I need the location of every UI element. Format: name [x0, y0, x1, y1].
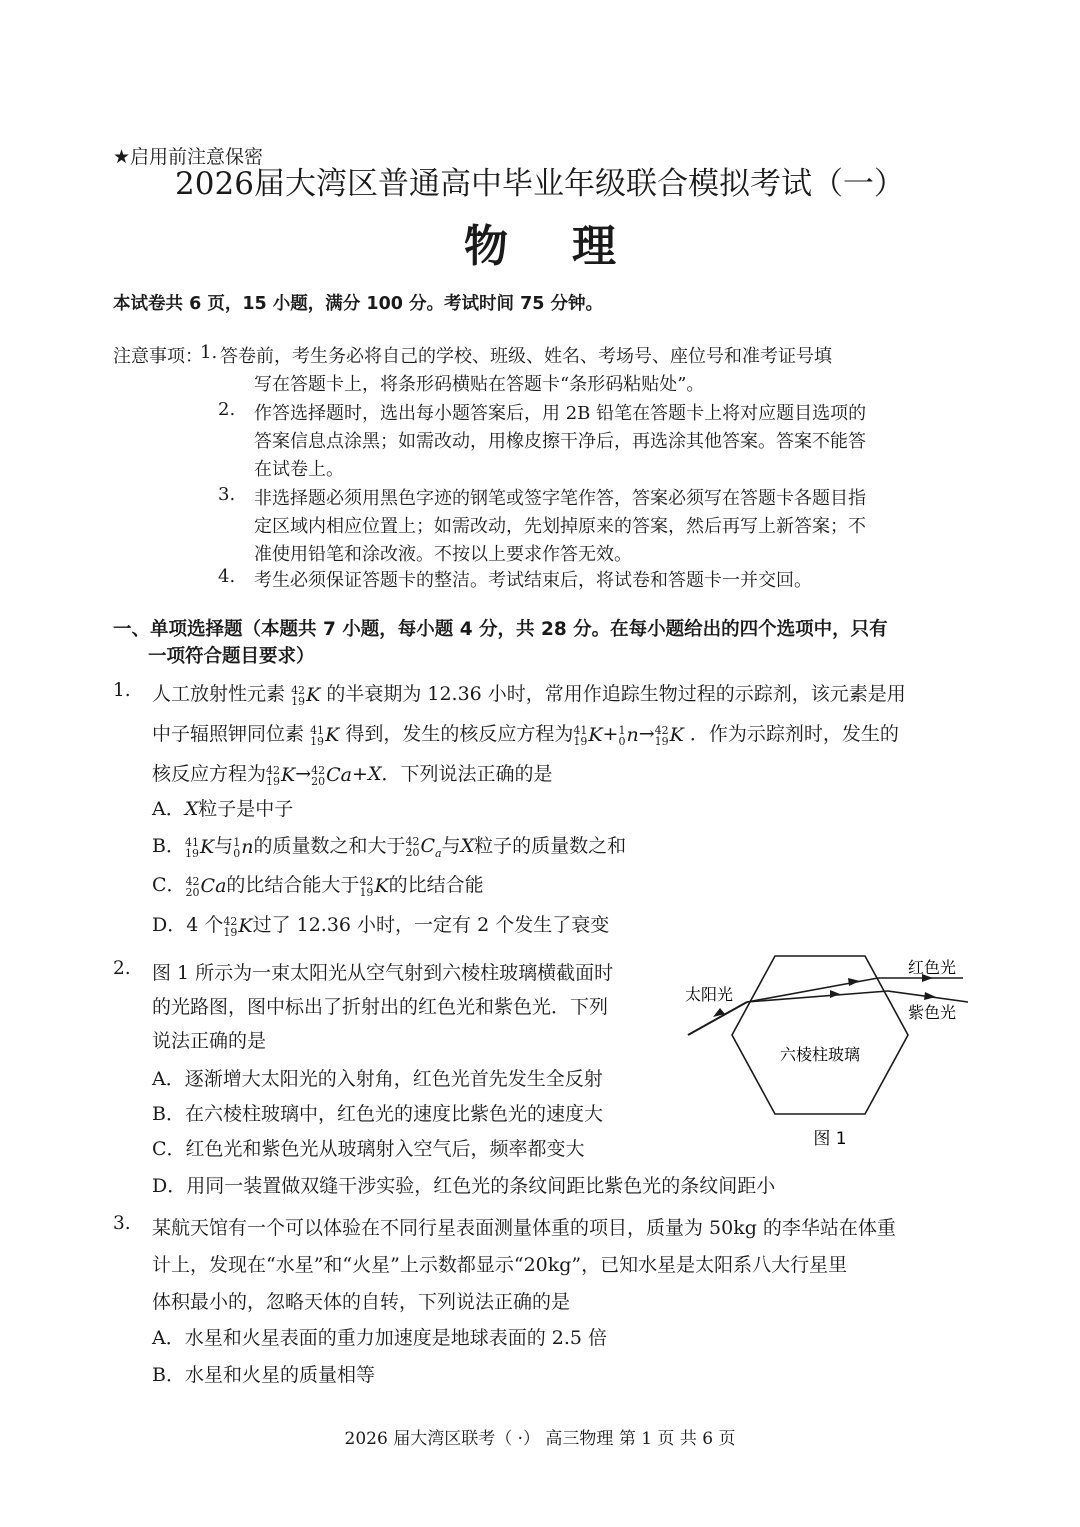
- section-1-heading-cont: 一项符合题目要求）: [148, 646, 315, 667]
- q3-line-3: 体积最小的，忽略天体的自转，下列说法正确的是: [152, 1291, 571, 1313]
- q3-line-1: 某航天馆有一个可以体验在不同行星表面测量体重的项目，质量为 50kg 的李华站在体重: [152, 1217, 896, 1239]
- note-3-line-1: 非选择题必须用黑色字迹的钢笔或签字笔作答，答案必须写在答题卡各题目指: [254, 488, 866, 509]
- q3-line-2: 计上，发现在“水星”和“火星”上示数都显示“20kg”，已知水星是太阳系八大行星里: [152, 1254, 848, 1276]
- exam-title: 2026届大湾区普通高中毕业年级联合模拟考试（一）: [175, 166, 905, 202]
- page-footer: 2026 届大湾区联考（ ·） 高三物理 第 1 页 共 6 页: [344, 1429, 736, 1449]
- q2-option-c: C．红色光和紫色光从玻璃射入空气后，频率都变大: [152, 1138, 585, 1160]
- section-1-heading: 一、单项选择题（本题共 7 小题，每小题 4 分，共 28 分。在每小题给出的四个选项中，只有: [113, 619, 888, 640]
- note-2-line-3: 在试卷上。: [254, 459, 344, 480]
- subject-title: [0, 210, 1080, 274]
- note-3-line-2: 定区域内相应位置上；如需改动，先划掉原来的答案，然后再写上新答案；不: [254, 516, 866, 537]
- q2-option-a: A．逐渐增大太阳光的入射角，红色光首先发生全反射: [152, 1068, 603, 1090]
- label-violet-light: 紫色光: [908, 1003, 957, 1022]
- nuclide-k42: 42 19 K: [291, 683, 321, 708]
- q1-option-b: B． 41 19 K与 1 0 n的质量数之和大于 42 20 $C_a$与X粒子的质量数之和: [152, 834, 627, 860]
- q1-line-3: 核反应方程为 42 19 K→ 42 20 Ca+X．下列说法正确的是: [152, 763, 553, 788]
- q2-option-d: D．用同一装置做双缝干涉实验，红色光的条纹间距比紫色光的条纹间距小: [152, 1175, 776, 1197]
- note-1-line-2: 写在答题卡上，将条形码横贴在答题卡“条形码粘贴处”。: [254, 374, 705, 395]
- confidential-mark: ★启用前注意保密: [113, 146, 264, 168]
- arrow-icon: [830, 990, 840, 998]
- q2-line-3: 说法正确的是: [152, 1030, 267, 1052]
- label-glass: 六棱柱玻璃: [779, 1045, 861, 1064]
- q1-number: 1.: [113, 680, 131, 701]
- q3-number: 3.: [113, 1213, 131, 1234]
- label-red-light: 红色光: [908, 958, 957, 977]
- note-2-line-1: 作答选择题时，选出每小题答案后，用 2B 铅笔在答题卡上将对应题目选项的: [254, 403, 867, 424]
- note-3-num: 3.: [218, 484, 236, 505]
- q2-option-b: B．在六棱柱玻璃中，红色光的速度比紫色光的速度大: [152, 1103, 603, 1125]
- arrow-icon: [924, 992, 936, 1000]
- q2-line-1: 图 1 所示为一束太阳光从空气射到六棱柱玻璃横截面时: [152, 962, 614, 984]
- note-4-num: 4.: [218, 566, 236, 587]
- note-3-line-3: 准使用铅笔和涂改液。不按以上要求作答无效。: [254, 544, 632, 565]
- q1-option-d: D．4 个 42 19 K过了 12.36 小时，一定有 2 个发生了衰变: [152, 914, 610, 939]
- figure-caption: 图 1: [813, 1129, 847, 1149]
- figure-1-hexagon-light-path: [680, 948, 980, 1158]
- q3-option-b: B．水星和火星的质量相等: [152, 1364, 375, 1386]
- note-4-line-1: 考生必须保证答题卡的整洁。考试结束后，将试卷和答题卡一并交回。: [254, 570, 812, 591]
- subject-char-1: 物: [464, 221, 508, 272]
- q1-line-2: 中子辐照钾同位素 41 19 K 得到，发生的核反应方程为 41 19 K+ 1 0 n→ 42 19 K ．作为示踪剂时，发生的: [152, 723, 899, 748]
- note-2-line-2: 答案信息点涂黑；如需改动，用橡皮擦干净后，再选涂其他答案。答案不能答: [254, 431, 866, 452]
- q2-line-2: 的光路图，图中标出了折射出的红色光和紫色光．下列: [152, 996, 609, 1018]
- nuclide-k41: 41 19 K: [310, 723, 340, 748]
- q1-option-a: A．X粒子是中子: [152, 798, 294, 820]
- subject-char-2: 理: [572, 221, 616, 272]
- note-1-line-1: 答卷前，考生务必将自己的学校、班级、姓名、考场号、座位号和准考证号填: [220, 346, 832, 367]
- note-2-num: 2.: [218, 399, 236, 420]
- q1-option-c: C． 42 20 Ca的比结合能大于 42 19 K的比结合能: [152, 874, 484, 899]
- note-1-num: 1.: [200, 342, 218, 363]
- exam-info: 本试卷共 6 页，15 小题，满分 100 分。考试时间 75 分钟。: [113, 294, 604, 314]
- q1-line-1: 人工放射性元素 42 19 K 的半衰期为 12.36 小时，常用作追踪生物过程的示踪剂，该元素是用: [152, 683, 906, 708]
- q2-number: 2.: [113, 958, 131, 979]
- notes-label: 注意事项：: [113, 346, 203, 367]
- label-sunlight: 太阳光: [685, 985, 734, 1004]
- hexagon-shape: [732, 956, 908, 1114]
- q3-option-a: A．水星和火星表面的重力加速度是地球表面的 2.5 倍: [152, 1327, 608, 1349]
